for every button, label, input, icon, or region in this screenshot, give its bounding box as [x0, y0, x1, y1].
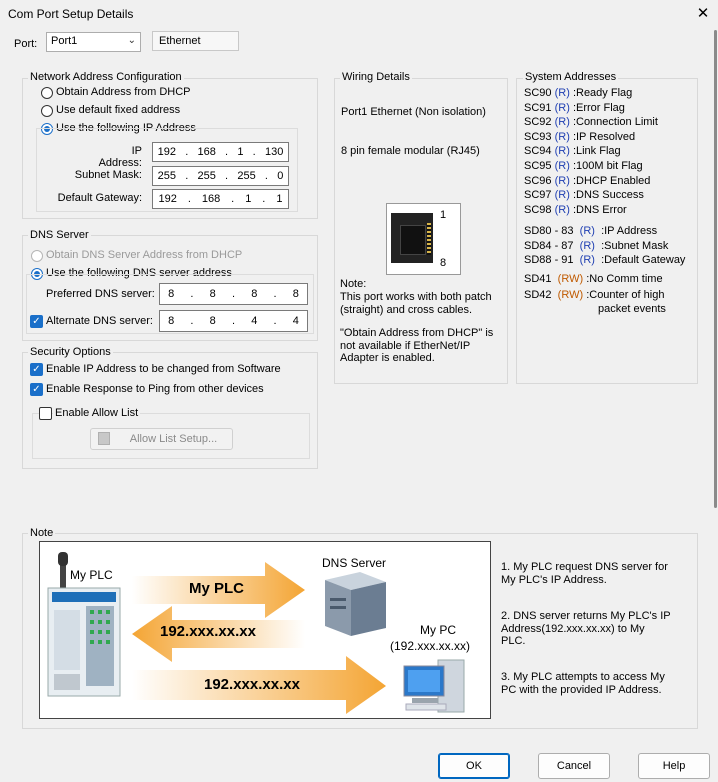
pin-8-label: 8: [440, 257, 447, 269]
enable-allow-list-checkbox[interactable]: [39, 407, 52, 420]
ip-address-input[interactable]: 192 . 168 . 1 . 130: [152, 142, 289, 162]
close-icon[interactable]: ✕: [696, 5, 710, 22]
note-step-2: 2. DNS server returns My PLC's IP Address(192.xxx.xx.xx) to My PLC.: [501, 610, 671, 647]
enable-allow-list-label: Enable Allow List: [55, 407, 139, 419]
dns-following-label: Use the following DNS server address: [46, 267, 232, 279]
gw-octet-1: 192: [158, 193, 177, 205]
port-label: Port:: [14, 38, 38, 50]
ip-octet-1: 192: [157, 146, 176, 158]
alternate-dns-checkbox[interactable]: ✓: [30, 315, 43, 328]
mask-octet-1: 255: [157, 170, 176, 182]
alt-octet-4: 4: [292, 315, 299, 327]
gw-octet-4: 1: [276, 193, 283, 205]
my-pc-ip-label: (192.xxx.xx.xx): [390, 639, 471, 653]
list-icon: [98, 432, 110, 445]
note-group-title: Note: [30, 527, 54, 539]
pref-octet-1: 8: [168, 288, 175, 300]
sys-row-sc91: SC91 (R) :Error Flag: [524, 101, 625, 114]
wiring-note-label: Note:: [340, 278, 367, 290]
wiring-note-1: This port works with both patch (straight) and cross cables.: [340, 291, 492, 316]
ip-octet-4: 130: [264, 146, 284, 158]
sys-row-sc90: SC90 (R) :Ready Flag: [524, 87, 633, 99]
rj45-socket: [400, 225, 426, 255]
wiring-group-title: Wiring Details: [342, 71, 410, 83]
preferred-dns-input[interactable]: 8 . 8 . 8 . 8: [159, 283, 308, 305]
pref-octet-3: 8: [251, 288, 258, 300]
chevron-down-icon: ⌄: [127, 35, 136, 46]
dhcp-radio-label: Obtain Address from DHCP: [56, 86, 191, 98]
note-step-1: 1. My PLC request DNS server for My PLC's IP Address.: [501, 561, 668, 586]
window-title: Com Port Setup Details: [8, 7, 134, 21]
sys-row-sc94: SC94 (R) :Link Flag: [524, 145, 621, 158]
ip-address-label: IP Address:: [98, 145, 142, 169]
dns-server-label: DNS Server: [322, 556, 387, 570]
my-plc-label: My PLC: [70, 568, 113, 582]
ip-octet-2: 168: [197, 146, 216, 158]
security-group-title: Security Options: [30, 346, 111, 358]
pin-1-label: 1: [440, 209, 447, 221]
sys-row-sd84: SD84 - 87 (R) :Subnet Mask: [524, 239, 669, 252]
sys-row-sc96: SC96 (R) :DHCP Enabled: [524, 174, 651, 187]
note-step-3: 3. My PLC attempts to access My PC with the provided IP Address.: [501, 671, 665, 696]
default-address-radio[interactable]: [41, 105, 53, 117]
dns-dhcp-radio[interactable]: [31, 250, 43, 262]
gw-octet-3: 1: [245, 193, 252, 205]
alt-octet-3: 4: [251, 315, 258, 327]
alternate-dns-input[interactable]: 8 . 8 . 4 . 4: [159, 310, 308, 332]
gw-octet-2: 168: [201, 193, 221, 205]
following-ip-label: Use the following IP Address: [56, 122, 196, 134]
network-group-title: Network Address Configuration: [30, 71, 182, 83]
sys-row-sd42-cont: packet events: [598, 303, 666, 315]
allow-list-setup-label: Allow List Setup...: [129, 433, 218, 445]
wiring-line-2: 8 pin female modular (RJ45): [341, 145, 480, 157]
tab-ethernet[interactable]: Ethernet: [152, 31, 239, 51]
sys-row-sd41: SD41 (RW) :No Comm time: [524, 273, 663, 285]
my-pc-label: My PC: [420, 623, 456, 637]
pc-icon: [404, 660, 464, 712]
arrow-pc-text: 192.xxx.xx.xx: [204, 676, 300, 693]
alternate-dns-label: Alternate DNS server:: [46, 315, 153, 327]
dns-server-icon: [325, 572, 386, 636]
pref-octet-2: 8: [209, 288, 216, 300]
allow-list-setup-button[interactable]: [90, 428, 233, 450]
default-gateway-label: Default Gateway:: [57, 192, 142, 204]
sd-address-list: [524, 224, 696, 268]
enable-ping-label: Enable Response to Ping from other devices: [46, 383, 264, 395]
default-gateway-input[interactable]: 192 . 168 . 1 . 1: [152, 189, 289, 209]
subnet-mask-label: Subnet Mask:: [74, 169, 142, 181]
sys-row-sc95: SC95 (R) :100M bit Flag: [524, 159, 643, 172]
cancel-button[interactable]: Cancel: [538, 753, 610, 779]
ok-button[interactable]: OK: [438, 753, 510, 779]
port-select-value: Port1: [51, 35, 78, 47]
port-select[interactable]: [46, 32, 141, 52]
default-address-label: Use default fixed address: [56, 104, 181, 116]
mask-octet-3: 255: [237, 170, 256, 182]
sys-row-sd88: SD88 - 91 (R) :Default Gateway: [524, 254, 686, 267]
system-group-title: System Addresses: [525, 71, 617, 83]
subnet-mask-input[interactable]: 255 . 255 . 255 . 0: [152, 166, 289, 186]
wiring-line-1: Port1 Ethernet (Non isolation): [341, 106, 486, 118]
enable-ip-change-checkbox[interactable]: ✓: [30, 363, 43, 376]
dns-dhcp-label: Obtain DNS Server Address from DHCP: [46, 249, 243, 261]
wiring-note-2: "Obtain Address from DHCP" is not available if EtherNet/IP Adapter is enabled.: [340, 327, 494, 364]
pref-octet-4: 8: [292, 288, 299, 300]
sc-address-list: [524, 86, 696, 217]
arrow-plc-text: My PLC: [189, 580, 245, 597]
mask-octet-4: 0: [277, 170, 284, 182]
sys-row-sd42: SD42 (RW) :Counter of high: [524, 289, 665, 301]
preferred-dns-label: Preferred DNS server:: [46, 288, 155, 300]
arrow-dns-text: 192.xxx.xx.xx: [160, 623, 256, 640]
sys-row-sc98: SC98 (R) :DNS Error: [524, 203, 627, 216]
enable-ping-checkbox[interactable]: ✓: [30, 383, 43, 396]
sys-row-sc97: SC97 (R) :DNS Success: [524, 189, 644, 202]
dns-group-title: DNS Server: [30, 229, 89, 241]
mask-octet-2: 255: [197, 170, 216, 182]
sys-row-sc93: SC93 (R) :IP Resolved: [524, 130, 636, 143]
sys-row-sd80: SD80 - 83 (R) :IP Address: [524, 225, 658, 237]
scrollbar-thumb[interactable]: [714, 30, 717, 508]
rj45-pins: [427, 223, 431, 255]
enable-ip-change-label: Enable IP Address to be changed from Software: [46, 363, 281, 375]
ip-octet-3: 1: [237, 146, 244, 158]
help-button[interactable]: Help: [638, 753, 710, 779]
alt-octet-1: 8: [168, 315, 175, 327]
sys-row-sc92: SC92 (R) :Connection Limit: [524, 116, 658, 129]
dhcp-radio[interactable]: [41, 87, 53, 99]
alt-octet-2: 8: [209, 315, 216, 327]
